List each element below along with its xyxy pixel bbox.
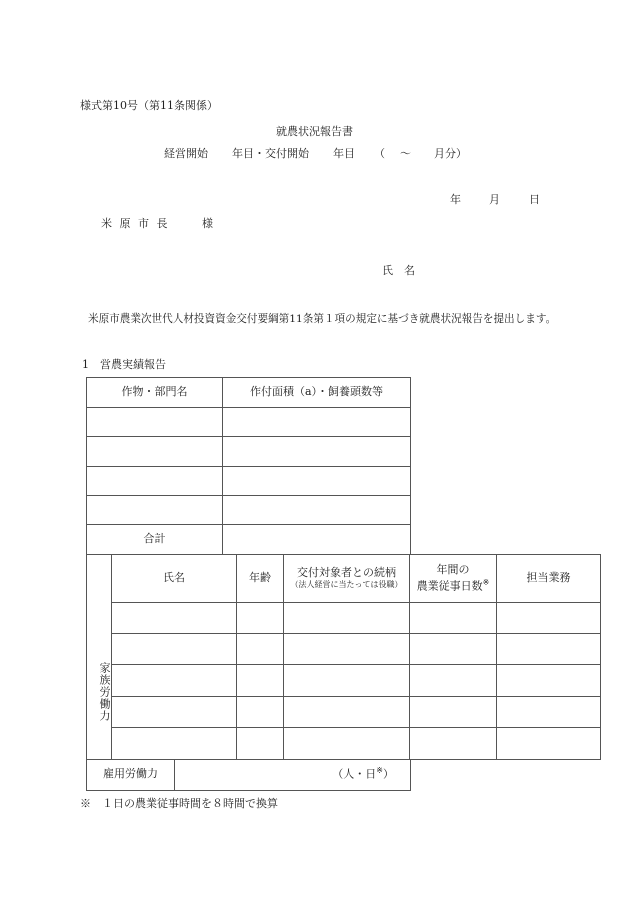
age-cell[interactable] xyxy=(237,665,284,697)
table-row xyxy=(87,697,601,728)
age-cell[interactable] xyxy=(237,603,284,634)
hired-unit-close: ） xyxy=(383,767,394,781)
area-header: 作付面積（a）・飼養頭数等 xyxy=(223,378,411,408)
date-month: 月 xyxy=(489,193,500,206)
duty-cell[interactable] xyxy=(497,634,601,665)
table-row xyxy=(87,665,601,697)
subtitle-part: （ xyxy=(374,147,385,160)
age-cell[interactable] xyxy=(237,728,284,760)
duty-cell[interactable] xyxy=(497,728,601,760)
age-header: 年齢 xyxy=(237,555,284,603)
addressee-honorific: 様 xyxy=(202,217,213,230)
relation-header xyxy=(284,555,410,603)
addressee-name: 米 原 市 長 xyxy=(101,217,170,230)
total-cell[interactable] xyxy=(223,525,411,555)
relation-cell[interactable] xyxy=(284,728,410,760)
crop-header: 作物・部門名 xyxy=(87,378,223,408)
table-row xyxy=(87,728,601,760)
crop-cell[interactable] xyxy=(87,496,223,525)
area-cell[interactable] xyxy=(223,496,411,525)
subtitle-part: 年目・交付開始 xyxy=(232,147,309,160)
hired-labor-table xyxy=(86,759,411,791)
duty-cell[interactable] xyxy=(497,665,601,697)
days-cell[interactable] xyxy=(410,697,497,728)
duty-header: 担当業務 xyxy=(497,555,601,603)
days-header xyxy=(410,555,497,603)
family-labor-label: 家族労働力 xyxy=(87,555,112,760)
crop-cell[interactable] xyxy=(87,467,223,496)
hired-unit-mark: ※ xyxy=(376,766,383,776)
days-cell[interactable] xyxy=(410,665,497,697)
area-cell[interactable] xyxy=(223,408,411,437)
subtitle-part: 年目 xyxy=(333,147,355,160)
duty-cell[interactable] xyxy=(497,697,601,728)
area-cell[interactable] xyxy=(223,467,411,496)
crop-cell[interactable] xyxy=(87,408,223,437)
hired-unit: （人・日 xyxy=(332,767,377,781)
duty-cell[interactable] xyxy=(497,603,601,634)
subtitle-part: 月分） xyxy=(434,147,467,160)
crop-table xyxy=(86,377,411,555)
age-cell[interactable] xyxy=(237,697,284,728)
relation-cell[interactable] xyxy=(284,603,410,634)
date-year: 年 xyxy=(450,193,461,206)
form-number: 様式第10号（第11条関係） xyxy=(80,99,218,112)
relation-cell[interactable] xyxy=(284,697,410,728)
name-cell[interactable] xyxy=(112,603,237,634)
relation-title: 交付対象者との続柄 xyxy=(297,566,396,580)
days-mark: ※ xyxy=(482,577,490,587)
hired-labor-cell[interactable] xyxy=(175,759,411,790)
section-heading: 1 営農実績報告 xyxy=(82,358,166,371)
name-cell[interactable] xyxy=(112,728,237,760)
table-row xyxy=(87,634,601,665)
name-cell[interactable] xyxy=(112,634,237,665)
date-day: 日 xyxy=(529,193,540,206)
applicant-name-label: 氏 名 xyxy=(382,264,415,277)
footnote: ※ １日の農業従事時間を８時間で換算 xyxy=(80,797,278,810)
statement: 米原市農業次世代人材投資資金交付要綱第11条第１項の規定に基づき就農状況報告を提出します。 xyxy=(88,313,557,325)
table-row xyxy=(87,603,601,634)
relation-cell[interactable] xyxy=(284,634,410,665)
name-cell[interactable] xyxy=(112,697,237,728)
age-cell[interactable] xyxy=(237,634,284,665)
days-line1: 年間の xyxy=(436,563,470,577)
days-cell[interactable] xyxy=(410,634,497,665)
hired-labor-label: 雇用労働力 xyxy=(87,759,175,790)
name-header: 氏名 xyxy=(112,555,237,603)
subtitle-part: 経営開始 xyxy=(164,147,208,160)
days-line2: 農業従事日数 xyxy=(416,579,483,593)
document-title: 就農状況報告書 xyxy=(276,125,353,138)
area-cell[interactable] xyxy=(223,437,411,467)
total-label: 合計 xyxy=(87,525,223,555)
name-cell[interactable] xyxy=(112,665,237,697)
relation-cell[interactable] xyxy=(284,665,410,697)
days-cell[interactable] xyxy=(410,728,497,760)
relation-note: （法人経営に当たっては役職） xyxy=(290,580,403,590)
family-labor-table xyxy=(86,554,601,760)
days-cell[interactable] xyxy=(410,603,497,634)
subtitle-part: ～ xyxy=(400,147,411,160)
crop-cell[interactable] xyxy=(87,437,223,467)
